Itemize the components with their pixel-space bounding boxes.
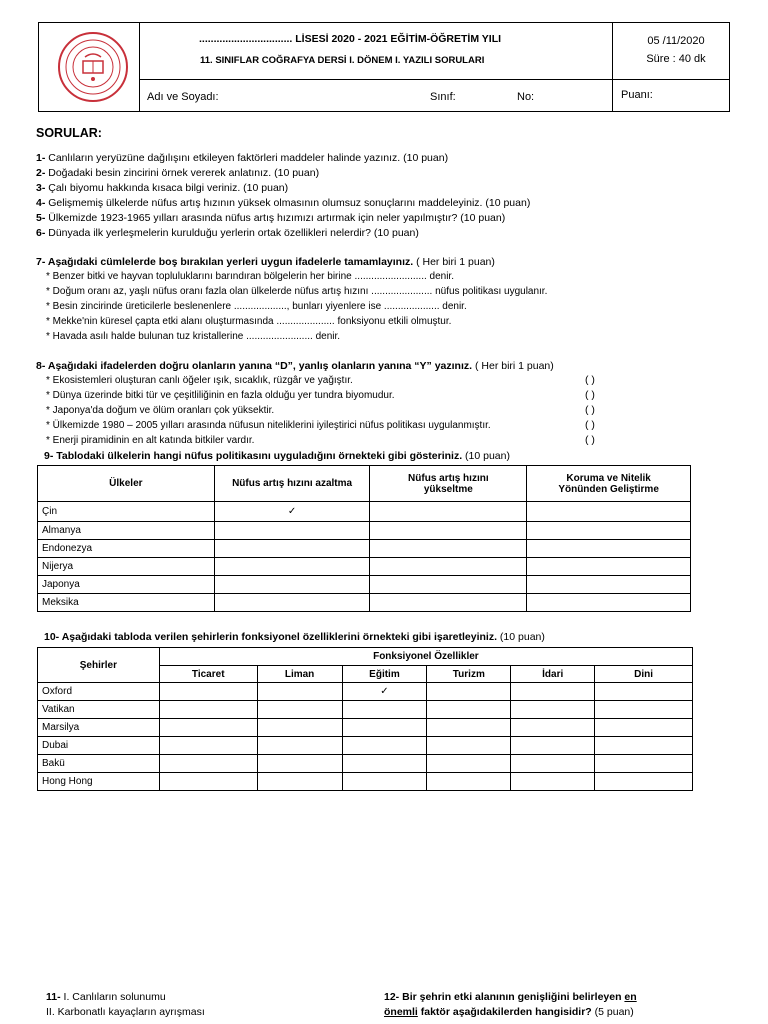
fill-blank-item: * Doğum oranı az, yaşlı nüfus oranı fazla olan ülkelerde nüfus artış hızını ...................... nüfus politikası uygulanır. [46,286,548,297]
question-12-points: (5 puan) [591,1006,634,1018]
true-false-item: * Ekosistemleri oluşturan canlı öğeler ışık, sıcaklık, rüzgâr ve yağıştır. [46,375,353,386]
exam-date: 05 /11/2020 [647,35,705,47]
population-policy-table [37,465,691,612]
answer-cell[interactable] [257,755,342,773]
answer-cell[interactable] [159,737,257,755]
city-functions-table [37,647,693,791]
answer-cell[interactable] [595,701,693,719]
question-4 [36,197,530,209]
answer-cell[interactable] [527,502,691,522]
fill-blank-item: * Mekke'nin küresel çapta etki alanı oluşturmasında ..................... fonksiyonu etkili olmuştur. [46,316,452,327]
score-label: Puanı: [621,89,653,101]
question-8-points: ( Her biri 1 puan) [472,360,554,372]
question-text: Doğadaki besin zincirini örnek vererek anlatınız. (10 puan) [45,167,320,179]
col-increase-growth: Nüfus artış hızını yükseltme [370,466,527,502]
city-cell: Bakü [38,755,160,773]
fill-blank-item: * Benzer bitki ve hayvan topluluklarını barındıran bölgelerin her birine .......................... denir. [46,271,454,282]
question-2 [36,167,319,179]
country-cell: Japonya [38,576,215,594]
question-text: Canlıların yeryüzüne dağılışını etkileyen faktörleri maddeler halinde yazınız. (10 puan) [45,152,449,164]
question-text: Gelişmemiş ülkelerde nüfus artış hızının yüksek olmasının olumsuz sonuçlarını maddeleyiniz. (10 puan) [45,197,531,209]
question-10-heading [44,631,545,643]
question-12-underline: önemli [384,1006,418,1018]
question-10-points: (10 puan) [497,631,545,643]
country-cell: Almanya [38,522,215,540]
answer-cell[interactable] [342,737,427,755]
city-cell: Dubai [38,737,160,755]
col-reduce-growth: Nüfus artış hızını azaltma [214,466,370,502]
country-cell: Nijerya [38,558,215,576]
question-9-text: 9- Tablodaki ülkelerin hangi nüfus politikasını uyguladığını örnekteki gibi gösteriniz. [44,450,463,462]
answer-cell[interactable] [257,719,342,737]
question-5 [36,212,505,224]
col-administrative: İdari [511,666,595,683]
check-mark-icon: ✓ [342,683,427,701]
fill-blank-item: * Besin zincirinde üreticilerle beslenenlere ..................., bunları yiyenlere ise .................... denir. [46,301,467,312]
check-mark-icon: ✓ [214,502,370,522]
question-11-line1 [46,991,166,1003]
answer-cell[interactable] [257,737,342,755]
answer-cell[interactable] [214,540,370,558]
answer-cell[interactable] [595,719,693,737]
class-label: Sınıf: [430,91,456,103]
answer-parentheses[interactable]: ( ) [585,434,595,446]
question-text: Dünyada ilk yerleşmelerin kurulduğu yerlerin ortak özellikleri nelerdir? (10 puan) [45,227,419,239]
col-education: Eğitim [342,666,427,683]
question-12-text: faktör aşağıdakilerden hangisidir? [417,1006,592,1018]
question-text: Ülkemizde 1923-1965 yılları arasında nüfus artış hızımızı artırmak için neler yapılmıştır? (10 puan) [45,212,506,224]
question-number: 2- [36,167,46,179]
group-header: Fonksiyonel Özellikler [159,648,692,666]
answer-cell[interactable] [527,594,691,612]
city-cell: Oxford [38,683,160,701]
answer-cell[interactable] [370,522,527,540]
question-7-points: ( Her biri 1 puan) [413,256,495,268]
question-9-points: (10 puan) [462,450,510,462]
question-6 [36,227,419,239]
country-cell: Çin [38,502,215,522]
col-religious: Dini [595,666,693,683]
answer-cell[interactable] [527,576,691,594]
answer-cell[interactable] [342,719,427,737]
answer-cell[interactable] [595,773,693,791]
answer-parentheses[interactable]: ( ) [585,389,595,401]
city-cell: Vatikan [38,701,160,719]
answer-cell[interactable] [527,558,691,576]
answer-cell[interactable] [427,755,511,773]
true-false-item: * Ülkemizde 1980 – 2005 yılları arasında nüfusun niteliklerini iyileştirici nüfus politikası uygulanmıştır. [46,420,491,431]
answer-cell[interactable] [427,737,511,755]
answer-cell[interactable] [511,773,595,791]
question-number: 6- [36,227,46,239]
answer-cell[interactable] [214,558,370,576]
answer-cell[interactable] [595,755,693,773]
exam-duration: Süre : 40 dk [646,53,706,65]
no-label: No: [517,91,535,103]
question-12-line1 [384,991,637,1003]
question-10-text: 10- Aşağıdaki tabloda verilen şehirlerin fonksiyonel özelliklerini örnekteki gibi işaretleyiniz. [44,631,498,643]
answer-cell[interactable] [427,683,511,701]
question-12-underline: en [624,991,637,1003]
answer-cell[interactable] [427,701,511,719]
header-box [38,22,730,112]
question-number: 5- [36,212,46,224]
answer-cell[interactable] [370,594,527,612]
answer-cell[interactable] [370,576,527,594]
question-number: 11- [46,991,61,1003]
country-cell: Endonezya [38,540,215,558]
answer-cell[interactable] [511,701,595,719]
question-number: 1- [36,152,46,164]
answer-cell[interactable] [159,773,257,791]
answer-cell[interactable] [511,719,595,737]
question-11-text: I. Canlıların solunumu [60,991,166,1003]
answer-cell[interactable] [511,755,595,773]
meb-logo-icon [55,29,131,105]
col-trade: Ticaret [159,666,257,683]
answer-parentheses[interactable]: ( ) [585,419,595,431]
question-text: Çalı biyomu hakkında kısaca bilgi veriniz. (10 puan) [45,182,289,194]
answer-cell[interactable] [214,576,370,594]
question-7-heading [36,256,495,268]
question-number: 3- [36,182,46,194]
school-line: ................................ LİSESİ 2020 - 2021 EĞİTİM-ÖĞRETİM YILI [199,33,502,45]
answer-cell[interactable] [342,773,427,791]
answer-cell[interactable] [159,683,257,701]
question-8-heading [36,360,554,372]
country-cell: Meksika [38,594,215,612]
question-7-text: 7- Aşağıdaki cümlelerde boş bırakılan yerleri uygun ifadelerle tamamlayınız. [36,256,414,268]
answer-cell[interactable] [257,683,342,701]
answer-cell[interactable] [370,502,527,522]
col-cities: Şehirler [38,648,160,683]
answer-cell[interactable] [370,540,527,558]
question-3 [36,182,288,194]
answer-cell[interactable] [342,755,427,773]
answer-cell[interactable] [159,755,257,773]
answer-cell[interactable] [511,683,595,701]
answer-cell[interactable] [527,540,691,558]
answer-cell[interactable] [159,701,257,719]
question-12-line2 [384,1006,634,1018]
question-11-line2: II. Karbonatlı kayaçların ayrışması [46,1006,205,1018]
name-label: Adı ve Soyadı: [147,91,219,103]
fill-blank-item: * Havada asılı halde bulunan tuz kristallerine ........................ denir. [46,331,341,342]
question-8-text: 8- Aşağıdaki ifadelerden doğru olanların yanına “D”, yanlış olanların yanına “Y” yazınız. [36,360,473,372]
answer-cell[interactable] [595,737,693,755]
question-number: 12- [384,991,400,1003]
col-quality-improve: Koruma ve Nitelik Yönünden Geliştirme [527,466,691,502]
true-false-item: * Enerji piramidinin en alt katında bitkiler vardır. [46,435,255,446]
answer-cell[interactable] [159,719,257,737]
true-false-item: * Dünya üzerinde bitki tür ve çeşitliliğinin en fazla olduğu yer tundra biyomudur. [46,390,395,401]
answer-cell[interactable] [370,558,527,576]
answer-cell[interactable] [595,683,693,701]
answer-cell[interactable] [527,522,691,540]
answer-cell[interactable] [427,773,511,791]
question-1 [36,152,448,164]
question-9-heading [44,450,510,462]
answer-cell[interactable] [511,737,595,755]
answer-parentheses[interactable]: ( ) [585,404,595,416]
answer-parentheses[interactable]: ( ) [585,374,595,386]
col-tourism: Turizm [427,666,511,683]
answer-cell[interactable] [427,719,511,737]
answer-cell[interactable] [342,701,427,719]
answer-cell[interactable] [214,522,370,540]
answer-cell[interactable] [257,773,342,791]
col-countries: Ülkeler [38,466,215,502]
col-port: Liman [257,666,342,683]
question-number: 4- [36,197,46,209]
answer-cell[interactable] [257,701,342,719]
sorular-title: SORULAR: [36,126,102,140]
city-cell: Marsilya [38,719,160,737]
question-12-text: Bir şehrin etki alanının genişliğini belirleyen [399,991,625,1003]
exam-title: 11. SINIFLAR COĞRAFYA DERSİ I. DÖNEM I. YAZILI SORULARI [200,55,485,66]
answer-cell[interactable] [214,594,370,612]
city-cell: Hong Hong [38,773,160,791]
true-false-item: * Japonya'da doğum ve ölüm oranları çok yüksektir. [46,405,275,416]
